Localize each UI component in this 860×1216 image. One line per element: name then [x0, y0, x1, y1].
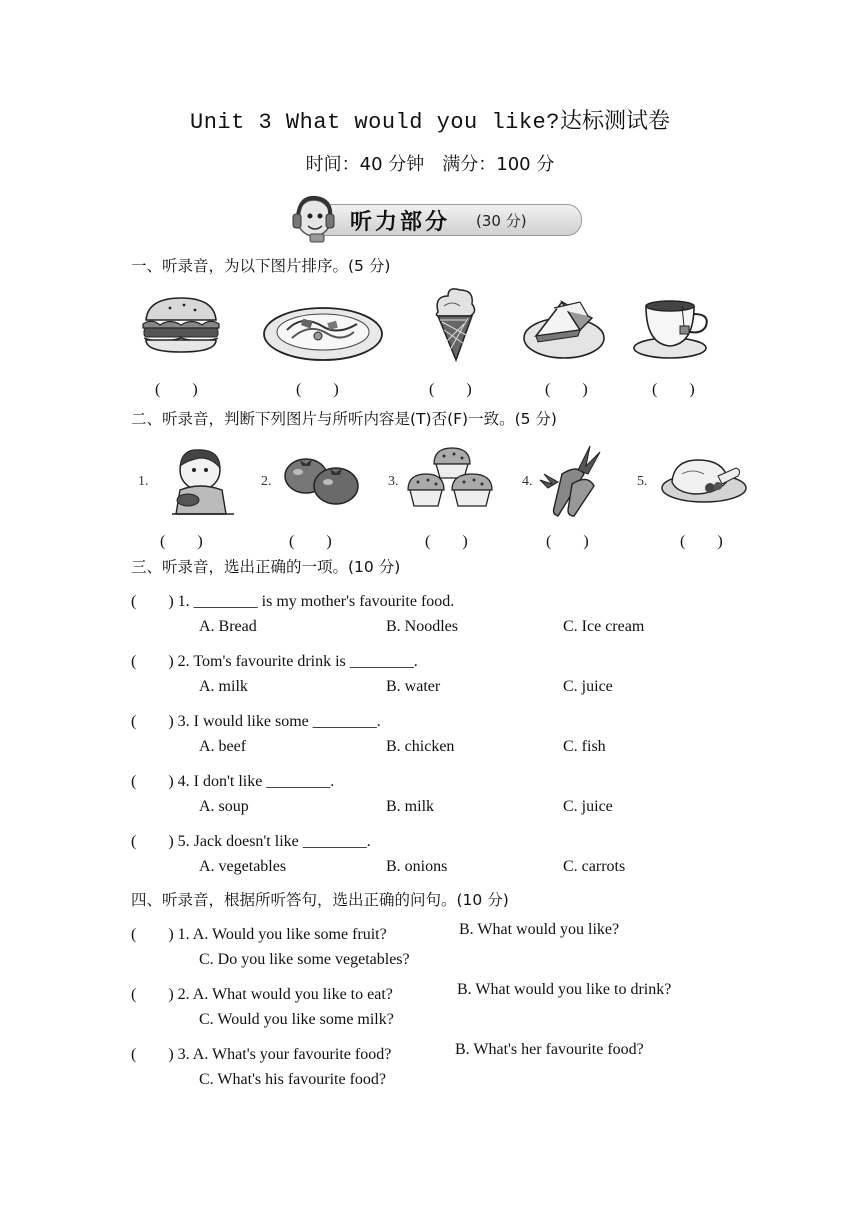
s4-q3-stem[interactable]: ( ) 3. A. What's your favourite food?: [131, 1046, 392, 1063]
s3-q5-option-c[interactable]: C. carrots: [563, 858, 626, 875]
s3-q2-stem[interactable]: ( ) 2. Tom's favourite drink is ________.: [131, 653, 418, 670]
section-3-heading: 三、听录音，选出正确的一项。(10 分): [131, 558, 401, 576]
section-4-heading: 四、听录音，根据所听答句，选出正确的问句。(10 分): [131, 891, 509, 909]
ice-cream-icon: [430, 286, 480, 362]
boy-eating-icon: [168, 446, 234, 518]
title-english: Unit 3 What would you like?: [190, 110, 560, 135]
s2-blank-1[interactable]: ( ): [160, 533, 203, 550]
listening-banner: [280, 190, 582, 246]
s3-q2-option-c[interactable]: C. juice: [563, 678, 613, 695]
s4-q2-option-b[interactable]: B. What would you like to drink?: [457, 981, 672, 998]
s3-q1-stem[interactable]: ( ) 1. ________ is my mother's favourite food.: [131, 593, 455, 610]
page-title: [0, 104, 860, 135]
sandwich-icon: [522, 296, 606, 360]
s3-q4-option-c[interactable]: C. juice: [563, 798, 613, 815]
hamburger-icon: [140, 296, 222, 356]
s1-blank-4[interactable]: ( ): [545, 381, 588, 398]
s2-number-4: 4.: [522, 474, 533, 489]
s3-q2-option-b[interactable]: B. water: [386, 678, 441, 695]
s3-q5-stem[interactable]: ( ) 5. Jack doesn't like ________.: [131, 833, 371, 850]
s3-q3-option-b[interactable]: B. chicken: [386, 738, 455, 755]
s4-q3-option-c[interactable]: C. What's his favourite food?: [199, 1071, 386, 1088]
s1-blank-5[interactable]: ( ): [652, 381, 695, 398]
tomatoes-icon: [282, 454, 362, 508]
s3-q3-option-c[interactable]: C. fish: [563, 738, 606, 755]
s3-q3-option-a[interactable]: A. beef: [199, 738, 247, 755]
s4-q2-option-c[interactable]: C. Would you like some milk?: [199, 1011, 394, 1028]
headphone-mascot-icon: [280, 190, 340, 246]
s1-blank-1[interactable]: ( ): [155, 381, 198, 398]
s3-q5-option-a[interactable]: A. vegetables: [199, 858, 287, 875]
s2-number-5: 5.: [637, 474, 648, 489]
s4-q3-option-b[interactable]: B. What's her favourite food?: [455, 1041, 644, 1058]
s3-q1-option-c[interactable]: C. Ice cream: [563, 618, 645, 635]
noodles-plate-icon: [262, 300, 384, 362]
s2-number-1: 1.: [138, 474, 149, 489]
exam-info: 时间：40 分钟 满分：100 分: [305, 154, 555, 175]
s3-q4-option-a[interactable]: A. soup: [199, 798, 249, 815]
s4-q1-stem[interactable]: ( ) 1. A. Would you like some fruit?: [131, 926, 387, 943]
s4-q1-option-b[interactable]: B. What would you like?: [459, 921, 620, 938]
s3-q5-option-b[interactable]: B. onions: [386, 858, 448, 875]
s4-q2-stem[interactable]: ( ) 2. A. What would you like to eat?: [131, 986, 393, 1003]
s3-q2-option-a[interactable]: A. milk: [199, 678, 248, 695]
s3-q4-option-b[interactable]: B. milk: [386, 798, 435, 815]
roast-chicken-icon: [658, 454, 748, 506]
s2-number-3: 3.: [388, 474, 399, 489]
banner-label: 听力部分: [350, 210, 451, 235]
s3-q1-option-a[interactable]: A. Bread: [199, 618, 257, 635]
s3-q1-option-b[interactable]: B. Noodles: [386, 618, 458, 635]
s3-q4-stem[interactable]: ( ) 4. I don't like ________.: [131, 773, 335, 790]
section-2-heading: 二、听录音，判断下列图片与所听内容是(T)否(F)一致。(5 分): [131, 410, 557, 428]
s2-number-2: 2.: [261, 474, 272, 489]
banner-score: (30 分): [476, 212, 527, 230]
carrots-icon: [538, 444, 604, 518]
s1-blank-2[interactable]: ( ): [296, 381, 339, 398]
s2-blank-3[interactable]: ( ): [425, 533, 468, 550]
title-chinese: 达标测试卷: [559, 109, 670, 134]
s4-q1-option-c[interactable]: C. Do you like some vegetables?: [199, 951, 410, 968]
s2-blank-5[interactable]: ( ): [680, 533, 723, 550]
s1-blank-3[interactable]: ( ): [429, 381, 472, 398]
s2-blank-4[interactable]: ( ): [546, 533, 589, 550]
section-1-heading: 一、听录音，为以下图片排序。(5 分): [131, 257, 391, 275]
tea-cup-icon: [632, 298, 712, 360]
s2-blank-2[interactable]: ( ): [289, 533, 332, 550]
muffins-icon: [406, 446, 494, 512]
s3-q3-stem[interactable]: ( ) 3. I would like some ________.: [131, 713, 381, 730]
